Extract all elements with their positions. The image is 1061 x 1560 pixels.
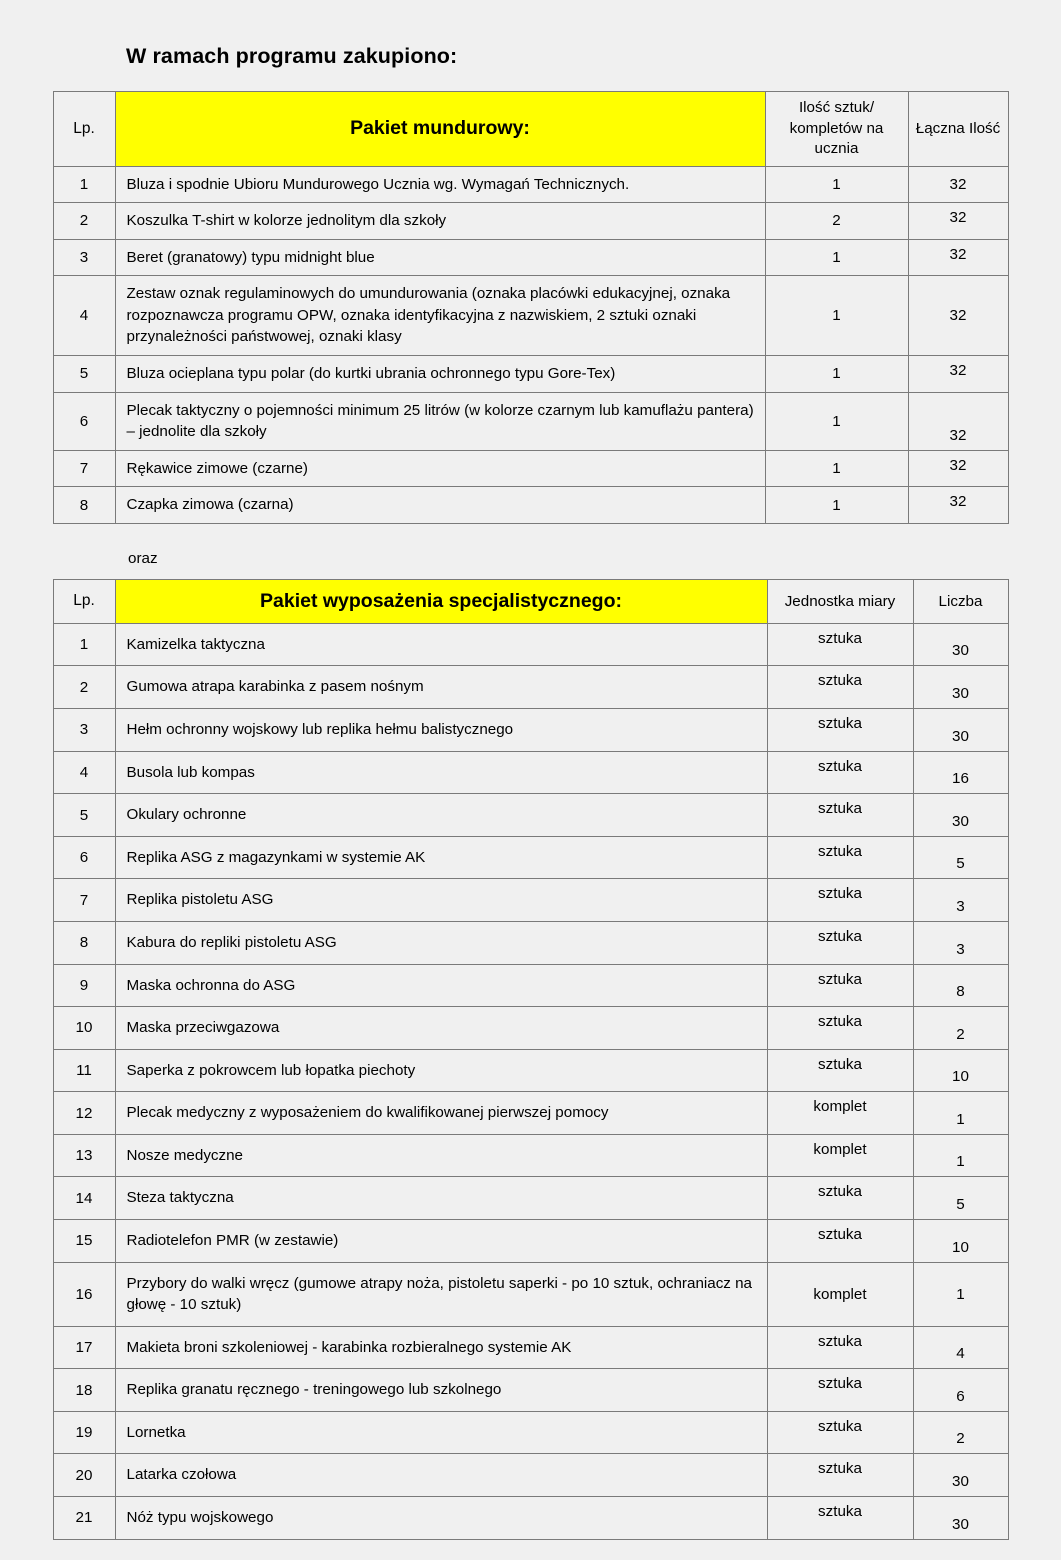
row-unit: sztuka: [767, 1497, 913, 1540]
row-index: 10: [53, 1007, 115, 1050]
table-row: [53, 1134, 1008, 1177]
table-row: [53, 1497, 1008, 1540]
row-total: 32: [908, 203, 1008, 240]
row-package-name: Beret (granatowy) typu midnight blue: [115, 239, 765, 276]
row-total: 32: [908, 239, 1008, 276]
row-count: 1: [913, 1134, 1008, 1177]
table-row: [53, 751, 1008, 794]
row-count: 30: [913, 794, 1008, 837]
table-row: [53, 450, 1008, 487]
row-qty-per-student: 2: [765, 203, 908, 240]
row-qty-per-student: 1: [765, 239, 908, 276]
row-equipment-name: Makieta broni szkoleniowej - karabinka rozbieralnego systemie AK: [115, 1326, 767, 1369]
uniform-package-table: [53, 91, 1009, 524]
row-count: 5: [913, 836, 1008, 879]
row-index: 6: [53, 392, 115, 450]
row-count: 10: [913, 1220, 1008, 1263]
row-count: 10: [913, 1049, 1008, 1092]
row-equipment-name: Okulary ochronne: [115, 794, 767, 837]
row-index: 21: [53, 1497, 115, 1540]
row-unit: sztuka: [767, 794, 913, 837]
row-count: 3: [913, 879, 1008, 922]
row-count: 16: [913, 751, 1008, 794]
row-count: 4: [913, 1326, 1008, 1369]
row-unit: sztuka: [767, 623, 913, 666]
row-qty-per-student: 1: [765, 356, 908, 393]
column-header-package: Pakiet mundurowy:: [115, 92, 765, 167]
row-index: 12: [53, 1092, 115, 1135]
row-index: 1: [53, 166, 115, 203]
column-header-lp: Lp.: [53, 92, 115, 167]
row-unit: sztuka: [767, 921, 913, 964]
row-index: 2: [53, 666, 115, 709]
row-index: 14: [53, 1177, 115, 1220]
row-unit: sztuka: [767, 836, 913, 879]
column-header-count: Liczba: [913, 579, 1008, 623]
row-equipment-name: Radiotelefon PMR (w zestawie): [115, 1220, 767, 1263]
row-equipment-name: Latarka czołowa: [115, 1454, 767, 1497]
row-count: 30: [913, 1497, 1008, 1540]
row-equipment-name: Saperka z pokrowcem lub łopatka piechoty: [115, 1049, 767, 1092]
row-unit: sztuka: [767, 1369, 913, 1412]
table-row: [53, 1049, 1008, 1092]
row-equipment-name: Przybory do walki wręcz (gumowe atrapy noża, pistoletu saperki - po 10 sztuk, ochraniacz na głowę - 10 sztuk): [115, 1262, 767, 1326]
row-count: 8: [913, 964, 1008, 1007]
table-row: [53, 1326, 1008, 1369]
row-qty-per-student: 1: [765, 276, 908, 356]
row-package-name: Zestaw oznak regulaminowych do umundurowania (oznaka placówki edukacyjnej, oznaka rozpoznawcza programu OPW, oznaka identyfikacyjna z nazwiskiem, 2 sztuki oznaki przynależności państwowej, oznaki klasy: [115, 276, 765, 356]
row-equipment-name: Replika ASG z magazynkami w systemie AK: [115, 836, 767, 879]
row-index: 2: [53, 203, 115, 240]
table-row: [53, 623, 1008, 666]
row-equipment-name: Maska ochronna do ASG: [115, 964, 767, 1007]
table-row: [53, 1177, 1008, 1220]
row-count: 6: [913, 1369, 1008, 1412]
row-total: 32: [908, 166, 1008, 203]
table-row: [53, 1262, 1008, 1326]
row-equipment-name: Busola lub kompas: [115, 751, 767, 794]
row-index: 1: [53, 623, 115, 666]
row-unit: sztuka: [767, 1220, 913, 1263]
row-equipment-name: Plecak medyczny z wyposażeniem do kwalifikowanej pierwszej pomocy: [115, 1092, 767, 1135]
row-unit: sztuka: [767, 1049, 913, 1092]
row-unit: komplet: [767, 1262, 913, 1326]
row-equipment-name: Replika granatu ręcznego - treningowego lub szkolnego: [115, 1369, 767, 1412]
between-tables-note: oraz: [128, 549, 158, 567]
row-total: 32: [908, 392, 1008, 450]
row-index: 8: [53, 921, 115, 964]
row-count: 3: [913, 921, 1008, 964]
row-index: 16: [53, 1262, 115, 1326]
row-equipment-name: Kabura do repliki pistoletu ASG: [115, 921, 767, 964]
row-count: 30: [913, 623, 1008, 666]
row-total: 32: [908, 450, 1008, 487]
row-package-name: Czapka zimowa (czarna): [115, 487, 765, 524]
table-row: [53, 794, 1008, 837]
equipment-package-table: [53, 579, 1009, 1540]
row-index: 4: [53, 751, 115, 794]
row-index: 19: [53, 1411, 115, 1454]
table-row: [53, 392, 1008, 450]
row-package-name: Rękawice zimowe (czarne): [115, 450, 765, 487]
row-equipment-name: Lornetka: [115, 1411, 767, 1454]
table-row: [53, 1454, 1008, 1497]
row-index: 7: [53, 450, 115, 487]
table-row: [53, 709, 1008, 752]
table-row: [53, 1092, 1008, 1135]
row-unit: sztuka: [767, 666, 913, 709]
table-row: [53, 666, 1008, 709]
row-equipment-name: Kamizelka taktyczna: [115, 623, 767, 666]
row-index: 5: [53, 794, 115, 837]
table-row: [53, 276, 1008, 356]
row-unit: sztuka: [767, 1177, 913, 1220]
row-unit: sztuka: [767, 1007, 913, 1050]
row-count: 30: [913, 709, 1008, 752]
page-title: W ramach programu zakupiono:: [126, 44, 458, 68]
table-row: [53, 879, 1008, 922]
table-header-row: [53, 579, 1008, 623]
row-index: 7: [53, 879, 115, 922]
table-row: [53, 356, 1008, 393]
row-count: 30: [913, 1454, 1008, 1497]
row-qty-per-student: 1: [765, 450, 908, 487]
column-header-equipment: Pakiet wyposażenia specjalistycznego:: [115, 579, 767, 623]
row-unit: komplet: [767, 1134, 913, 1177]
row-index: 13: [53, 1134, 115, 1177]
row-package-name: Koszulka T-shirt w kolorze jednolitym dla szkoły: [115, 203, 765, 240]
row-package-name: Bluza i spodnie Ubioru Mundurowego Ucznia wg. Wymagań Technicznych.: [115, 166, 765, 203]
column-header-lp: Lp.: [53, 579, 115, 623]
row-total: 32: [908, 276, 1008, 356]
row-index: 15: [53, 1220, 115, 1263]
table-row: [53, 239, 1008, 276]
table-row: [53, 836, 1008, 879]
row-index: 5: [53, 356, 115, 393]
row-index: 11: [53, 1049, 115, 1092]
row-unit: sztuka: [767, 879, 913, 922]
row-count: 2: [913, 1007, 1008, 1050]
row-unit: sztuka: [767, 1411, 913, 1454]
row-qty-per-student: 1: [765, 392, 908, 450]
row-unit: sztuka: [767, 751, 913, 794]
row-unit: sztuka: [767, 964, 913, 1007]
table-row: [53, 1007, 1008, 1050]
row-count: 5: [913, 1177, 1008, 1220]
column-header-unit: Jednostka miary: [767, 579, 913, 623]
row-equipment-name: Steza taktyczna: [115, 1177, 767, 1220]
table-row: [53, 203, 1008, 240]
row-count: 1: [913, 1262, 1008, 1326]
row-unit: sztuka: [767, 709, 913, 752]
table-row: [53, 487, 1008, 524]
row-total: 32: [908, 487, 1008, 524]
row-index: 4: [53, 276, 115, 356]
table-row: [53, 1411, 1008, 1454]
row-index: 9: [53, 964, 115, 1007]
column-header-total: Łączna Ilość: [908, 92, 1008, 167]
row-equipment-name: Hełm ochronny wojskowy lub replika hełmu balistycznego: [115, 709, 767, 752]
row-count: 30: [913, 666, 1008, 709]
row-index: 3: [53, 239, 115, 276]
row-index: 17: [53, 1326, 115, 1369]
row-index: 3: [53, 709, 115, 752]
row-equipment-name: Maska przeciwgazowa: [115, 1007, 767, 1050]
table-row: [53, 166, 1008, 203]
row-equipment-name: Nosze medyczne: [115, 1134, 767, 1177]
row-index: 6: [53, 836, 115, 879]
row-index: 20: [53, 1454, 115, 1497]
table-row: [53, 1369, 1008, 1412]
table-row: [53, 921, 1008, 964]
row-unit: sztuka: [767, 1326, 913, 1369]
row-total: 32: [908, 356, 1008, 393]
row-equipment-name: Gumowa atrapa karabinka z pasem nośnym: [115, 666, 767, 709]
row-qty-per-student: 1: [765, 166, 908, 203]
row-count: 1: [913, 1092, 1008, 1135]
row-equipment-name: Nóż typu wojskowego: [115, 1497, 767, 1540]
table-row: [53, 964, 1008, 1007]
row-unit: komplet: [767, 1092, 913, 1135]
column-header-qty-per-student: Ilość sztuk/ kompletów na ucznia: [765, 92, 908, 167]
row-index: 18: [53, 1369, 115, 1412]
row-count: 2: [913, 1411, 1008, 1454]
table-row: [53, 1220, 1008, 1263]
table-header-row: [53, 92, 1008, 167]
row-qty-per-student: 1: [765, 487, 908, 524]
row-package-name: Plecak taktyczny o pojemności minimum 25 litrów (w kolorze czarnym lub kamuflażu pantera) – jednolite dla szkoły: [115, 392, 765, 450]
row-package-name: Bluza ocieplana typu polar (do kurtki ubrania ochronnego typu Gore-Tex): [115, 356, 765, 393]
row-index: 8: [53, 487, 115, 524]
row-equipment-name: Replika pistoletu ASG: [115, 879, 767, 922]
row-unit: sztuka: [767, 1454, 913, 1497]
